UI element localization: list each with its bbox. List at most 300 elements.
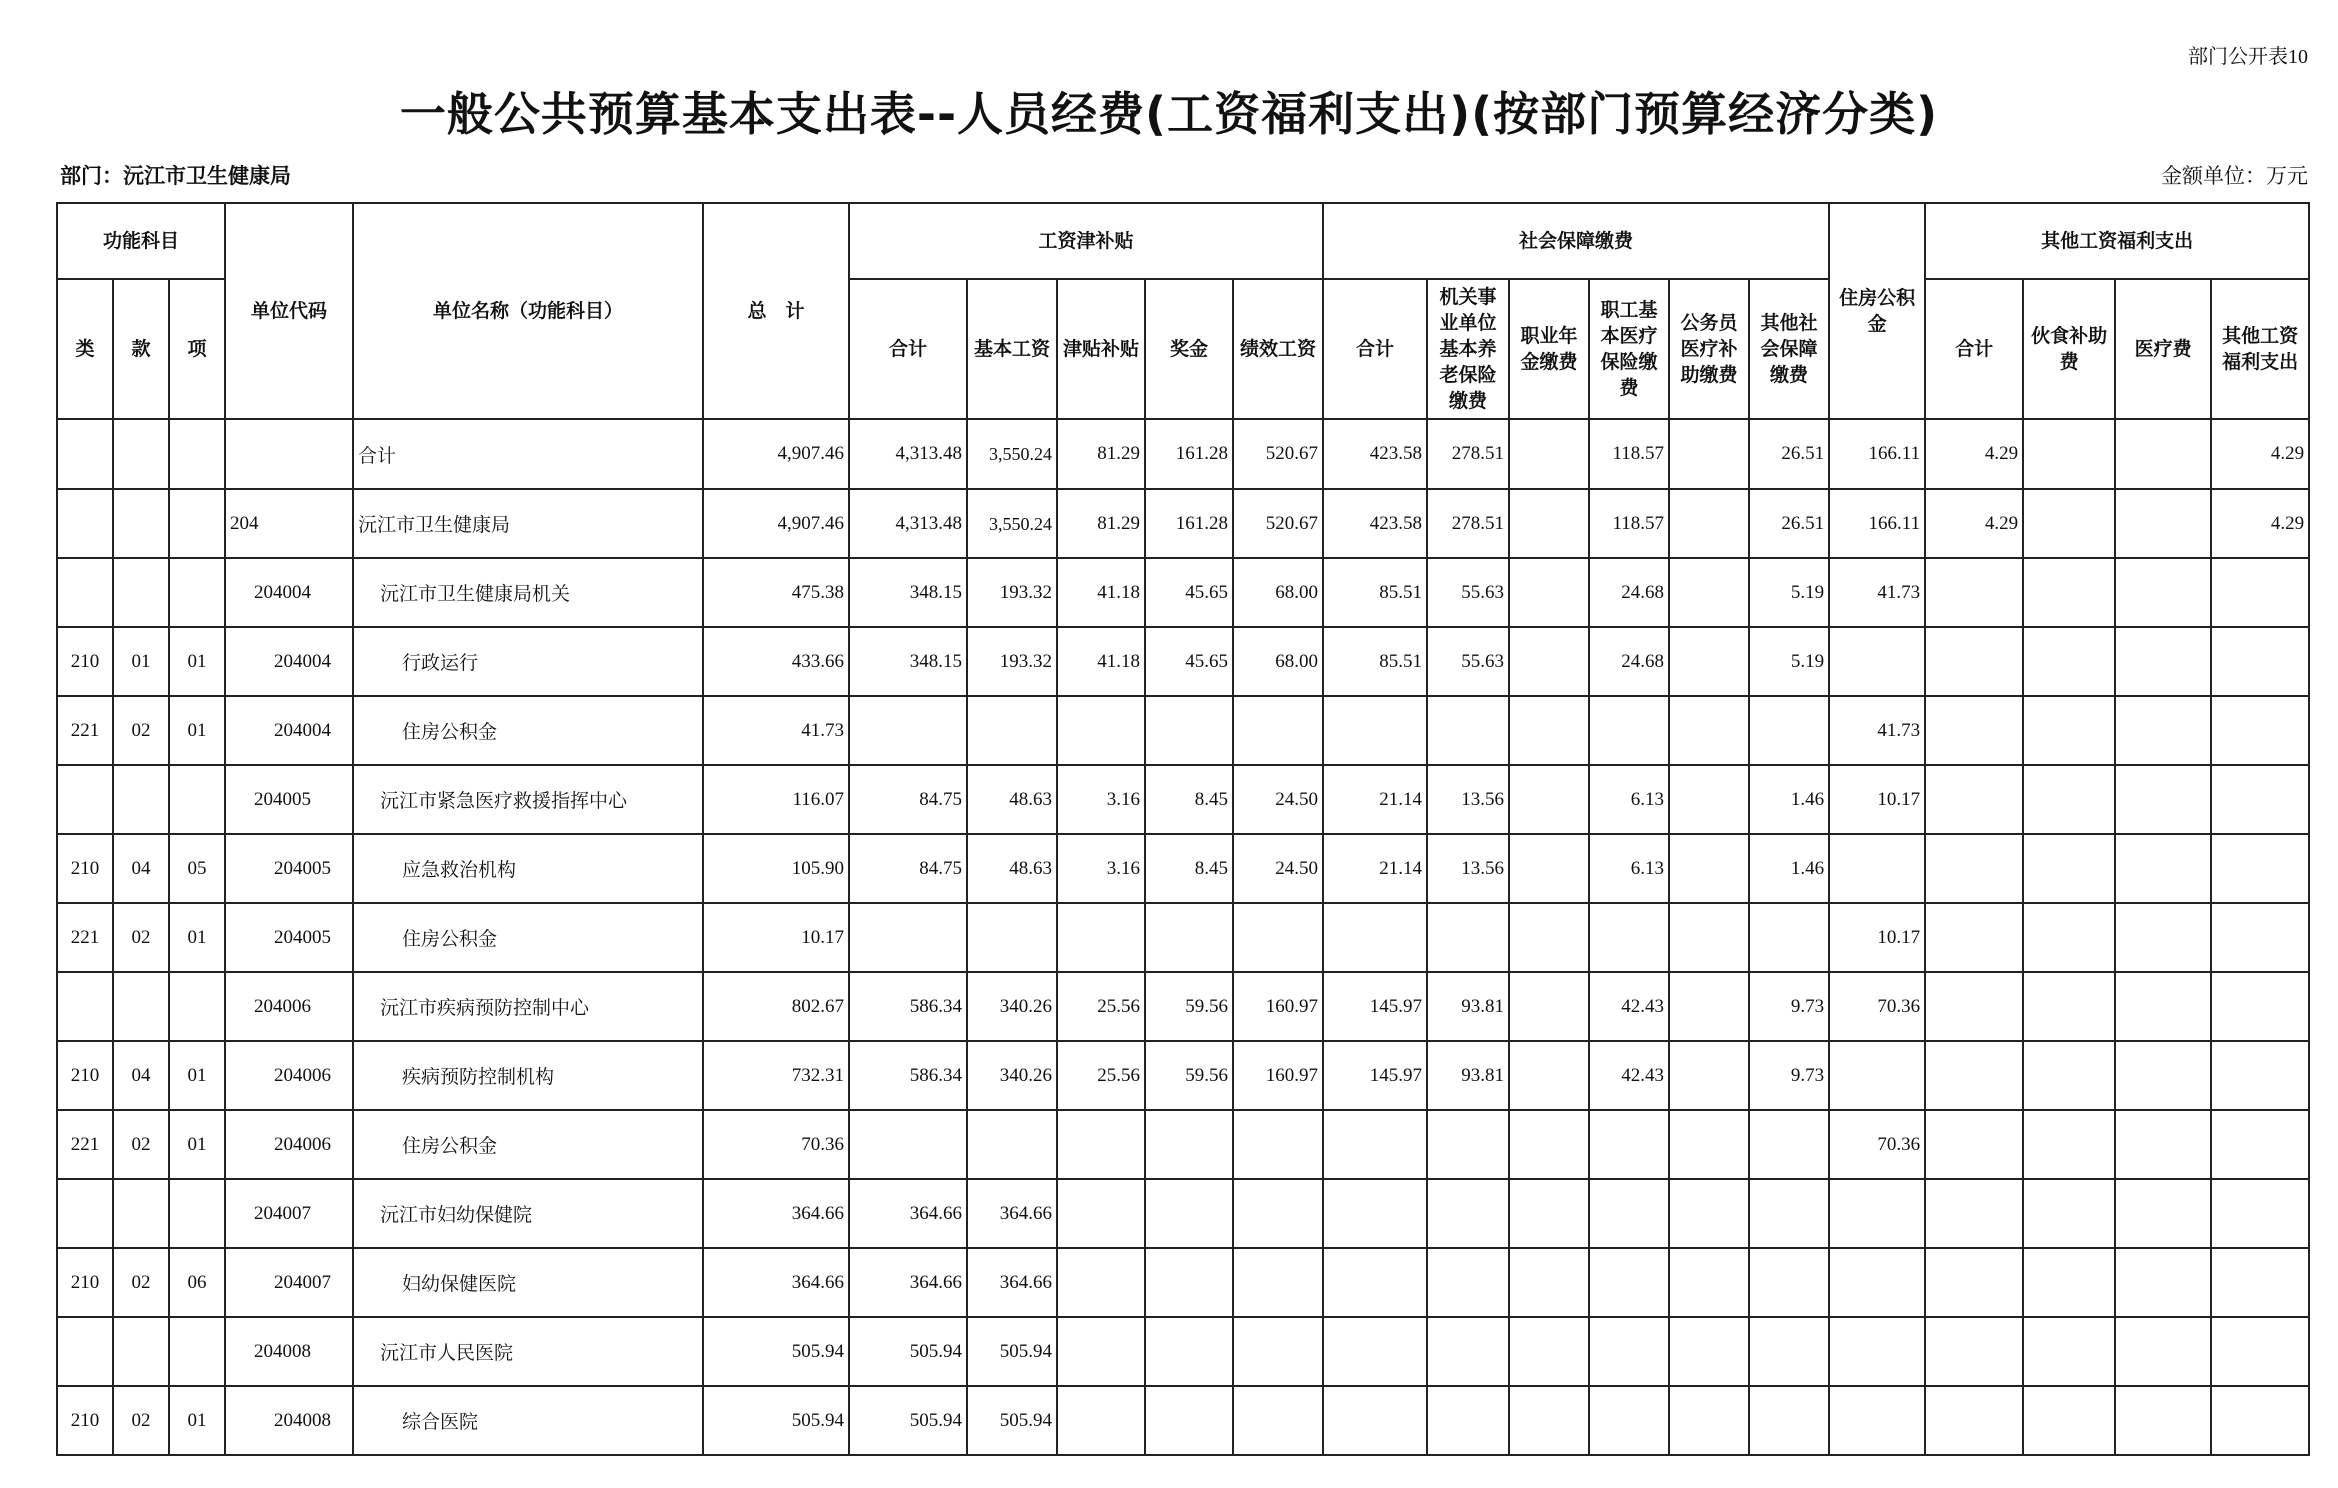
wage-sum-cell: 348.15: [849, 627, 967, 696]
lei-cell: [57, 1179, 113, 1248]
wage-sum-cell: 364.66: [849, 1179, 967, 1248]
total-cell: 41.73: [703, 696, 849, 765]
housing-cell: 166.11: [1829, 489, 1925, 558]
other-social-cell: 9.73: [1749, 1041, 1829, 1110]
other-social-header: 其他社会保障缴费: [1749, 279, 1829, 419]
medical-fee-header: 医疗费: [2115, 279, 2211, 419]
unit-code-cell: 204006: [225, 1041, 353, 1110]
medical-cell: [1589, 1386, 1669, 1455]
performance-cell: [1233, 1386, 1323, 1455]
other-welfare-cell: 4.29: [2211, 419, 2309, 489]
meal-cell: [2023, 1179, 2115, 1248]
housing-cell: 70.36: [1829, 1110, 1925, 1179]
social-sum-cell: [1323, 1386, 1427, 1455]
lei-cell: [57, 558, 113, 627]
other-welfare-cell: [2211, 1386, 2309, 1455]
other-welfare-cell: [2211, 765, 2309, 834]
lei-cell: 221: [57, 903, 113, 972]
unit-name-cell: 住房公积金: [353, 903, 703, 972]
other-sum-cell: [1925, 1179, 2023, 1248]
social-sum-cell: 21.14: [1323, 765, 1427, 834]
other-social-cell: 9.73: [1749, 972, 1829, 1041]
social-sum-cell: [1323, 1317, 1427, 1386]
medical-cell: [1589, 696, 1669, 765]
unit-name-cell: 沅江市疾病预防控制中心: [353, 972, 703, 1041]
civil-medical-cell: [1669, 903, 1749, 972]
annuity-cell: [1509, 627, 1589, 696]
bonus-cell: 161.28: [1145, 489, 1233, 558]
kuan-cell: 02: [113, 903, 169, 972]
other-welfare-cell: [2211, 1179, 2309, 1248]
civil-medical-cell: [1669, 834, 1749, 903]
other-sum-cell: [1925, 1248, 2023, 1317]
xiang-cell: [169, 558, 225, 627]
allowance-header: 津贴补贴: [1057, 279, 1145, 419]
meal-cell: [2023, 558, 2115, 627]
annuity-cell: [1509, 696, 1589, 765]
unit-code-cell: [225, 419, 353, 489]
basic-wage-cell: 340.26: [967, 972, 1057, 1041]
other-welfare-cell: [2211, 834, 2309, 903]
housing-cell: [1829, 1386, 1925, 1455]
civil-medical-cell: [1669, 1248, 1749, 1317]
meal-cell: [2023, 765, 2115, 834]
civil-medical-cell: [1669, 1179, 1749, 1248]
housing-cell: 10.17: [1829, 765, 1925, 834]
table-row: [57, 696, 2309, 765]
unit-code-header: 单位代码: [225, 203, 353, 419]
unit-code-cell: 204005: [225, 834, 353, 903]
kuan-cell: [113, 558, 169, 627]
annuity-cell: [1509, 972, 1589, 1041]
medical-fee-cell: [2115, 419, 2211, 489]
other-social-cell: [1749, 903, 1829, 972]
pension-cell: 55.63: [1427, 627, 1509, 696]
basic-wage-cell: 364.66: [967, 1179, 1057, 1248]
allowance-cell: 3.16: [1057, 834, 1145, 903]
other-sum-header: 合计: [1925, 279, 2023, 419]
unit-code-cell: 204006: [225, 972, 353, 1041]
other-welfare-cell: [2211, 1110, 2309, 1179]
civil-medical-cell: [1669, 1386, 1749, 1455]
allowance-cell: [1057, 696, 1145, 765]
other-social-cell: 1.46: [1749, 765, 1829, 834]
pension-cell: [1427, 696, 1509, 765]
basic-wage-cell: 193.32: [967, 627, 1057, 696]
xiang-cell: 01: [169, 903, 225, 972]
total-cell: 105.90: [703, 834, 849, 903]
other-social-cell: [1749, 1248, 1829, 1317]
pension-cell: 13.56: [1427, 834, 1509, 903]
corner-note: 部门公开表10: [2188, 46, 2308, 68]
other-welfare-cell: [2211, 903, 2309, 972]
basic-wage-cell: [967, 1110, 1057, 1179]
lei-cell: [57, 765, 113, 834]
other-sum-cell: [1925, 1386, 2023, 1455]
medical-fee-cell: [2115, 1386, 2211, 1455]
medical-cell: 42.43: [1589, 1041, 1669, 1110]
housing-cell: [1829, 1179, 1925, 1248]
unit-name-cell: 沅江市卫生健康局机关: [353, 558, 703, 627]
other-sum-cell: [1925, 1317, 2023, 1386]
medical-cell: [1589, 1317, 1669, 1386]
total-cell: 116.07: [703, 765, 849, 834]
unit-code-cell: 204006: [225, 1110, 353, 1179]
xiang-cell: [169, 1179, 225, 1248]
social-sum-cell: [1323, 903, 1427, 972]
meal-cell: [2023, 1041, 2115, 1110]
unit-code-cell: 204005: [225, 903, 353, 972]
unit-code-cell: 204007: [225, 1248, 353, 1317]
performance-cell: 68.00: [1233, 627, 1323, 696]
annuity-cell: [1509, 489, 1589, 558]
civil-medical-cell: [1669, 972, 1749, 1041]
other-social-cell: [1749, 1179, 1829, 1248]
bonus-cell: [1145, 1248, 1233, 1317]
table-row: [57, 765, 2309, 834]
bonus-cell: 8.45: [1145, 834, 1233, 903]
housing-cell: [1829, 834, 1925, 903]
table-row: [57, 1386, 2309, 1455]
unit-code-cell: 204004: [225, 627, 353, 696]
bonus-cell: [1145, 1179, 1233, 1248]
unit-name-cell: 住房公积金: [353, 1110, 703, 1179]
performance-cell: 24.50: [1233, 834, 1323, 903]
other-welfare-cell: [2211, 696, 2309, 765]
xiang-header: 项: [169, 279, 225, 419]
meal-cell: [2023, 1248, 2115, 1317]
allowance-cell: 81.29: [1057, 419, 1145, 489]
housing-cell: 10.17: [1829, 903, 1925, 972]
other-social-cell: [1749, 1386, 1829, 1455]
annuity-cell: [1509, 1317, 1589, 1386]
table-row: [57, 834, 2309, 903]
basic-wage-cell: 505.94: [967, 1317, 1057, 1386]
lei-cell: 210: [57, 1248, 113, 1317]
table-row: [57, 627, 2309, 696]
basic-wage-cell: 364.66: [967, 1248, 1057, 1317]
total-cell: 4,907.46: [703, 419, 849, 489]
xiang-cell: 05: [169, 834, 225, 903]
wage-sum-cell: 4,313.48: [849, 489, 967, 558]
kuan-cell: [113, 1179, 169, 1248]
other-sum-cell: [1925, 765, 2023, 834]
civil-medical-cell: [1669, 419, 1749, 489]
medical-header: 职工基本医疗保险缴费: [1589, 279, 1669, 419]
total-cell: 505.94: [703, 1317, 849, 1386]
performance-cell: [1233, 696, 1323, 765]
medical-fee-cell: [2115, 765, 2211, 834]
performance-cell: [1233, 1317, 1323, 1386]
meal-cell: [2023, 627, 2115, 696]
medical-cell: [1589, 1179, 1669, 1248]
housing-cell: [1829, 627, 1925, 696]
meal-cell: [2023, 1110, 2115, 1179]
bonus-cell: 161.28: [1145, 419, 1233, 489]
wage-sum-cell: 586.34: [849, 1041, 967, 1110]
allowance-cell: 3.16: [1057, 765, 1145, 834]
pension-cell: [1427, 1248, 1509, 1317]
medical-fee-cell: [2115, 558, 2211, 627]
wage-sum-cell: 364.66: [849, 1248, 967, 1317]
annuity-header: 职业年金缴费: [1509, 279, 1589, 419]
kuan-cell: [113, 1317, 169, 1386]
bonus-cell: 59.56: [1145, 1041, 1233, 1110]
meal-cell: [2023, 1386, 2115, 1455]
bonus-cell: [1145, 903, 1233, 972]
bonus-cell: [1145, 1317, 1233, 1386]
total-cell: 433.66: [703, 627, 849, 696]
pension-cell: 13.56: [1427, 765, 1509, 834]
xiang-cell: [169, 765, 225, 834]
lei-cell: [57, 1317, 113, 1386]
medical-fee-cell: [2115, 489, 2211, 558]
annuity-cell: [1509, 558, 1589, 627]
performance-cell: 24.50: [1233, 765, 1323, 834]
total-cell: 70.36: [703, 1110, 849, 1179]
allowance-cell: [1057, 1179, 1145, 1248]
unit-name-cell: 应急救治机构: [353, 834, 703, 903]
other-welfare-cell: [2211, 1041, 2309, 1110]
bonus-cell: [1145, 696, 1233, 765]
kuan-cell: [113, 765, 169, 834]
social-sum-cell: [1323, 696, 1427, 765]
performance-cell: [1233, 1248, 1323, 1317]
header-row-1: [57, 203, 2309, 279]
social-sum-cell: 85.51: [1323, 558, 1427, 627]
table-row: [57, 1110, 2309, 1179]
basic-wage-cell: [967, 696, 1057, 765]
pension-cell: 278.51: [1427, 489, 1509, 558]
social-sum-cell: 21.14: [1323, 834, 1427, 903]
total-cell: 732.31: [703, 1041, 849, 1110]
total-cell: 505.94: [703, 1386, 849, 1455]
wage-sum-cell: 505.94: [849, 1386, 967, 1455]
other-sum-cell: [1925, 558, 2023, 627]
medical-fee-cell: [2115, 1179, 2211, 1248]
unit-code-cell: 204008: [225, 1386, 353, 1455]
meal-cell: [2023, 1317, 2115, 1386]
xiang-cell: [169, 972, 225, 1041]
housing-cell: [1829, 1248, 1925, 1317]
other-group-header: 其他工资福利支出: [1925, 203, 2309, 279]
unit-name-cell: 住房公积金: [353, 696, 703, 765]
allowance-cell: 41.18: [1057, 627, 1145, 696]
other-social-cell: [1749, 696, 1829, 765]
total-header: 总 计: [703, 203, 849, 419]
total-cell: 802.67: [703, 972, 849, 1041]
wage-sum-cell: 84.75: [849, 834, 967, 903]
lei-cell: [57, 489, 113, 558]
lei-cell: 221: [57, 1110, 113, 1179]
wage-sum-cell: [849, 903, 967, 972]
wage-sum-cell: 586.34: [849, 972, 967, 1041]
pension-cell: [1427, 1386, 1509, 1455]
performance-cell: [1233, 903, 1323, 972]
kuan-cell: 01: [113, 627, 169, 696]
wage-sum-cell: [849, 696, 967, 765]
civil-medical-cell: [1669, 1317, 1749, 1386]
allowance-cell: 25.56: [1057, 972, 1145, 1041]
basic-wage-cell: 193.32: [967, 558, 1057, 627]
housing-header: 住房公积金: [1829, 203, 1925, 419]
unit-name-cell: 沅江市妇幼保健院: [353, 1179, 703, 1248]
department-label: 部门：沅江市卫生健康局: [60, 164, 291, 188]
unit-name-cell: 沅江市人民医院: [353, 1317, 703, 1386]
medical-fee-cell: [2115, 834, 2211, 903]
wage-group-header: 工资津补贴: [849, 203, 1323, 279]
xiang-cell: 06: [169, 1248, 225, 1317]
total-cell: 4,907.46: [703, 489, 849, 558]
unit-name-cell: 妇幼保健医院: [353, 1248, 703, 1317]
annuity-cell: [1509, 1110, 1589, 1179]
annuity-cell: [1509, 419, 1589, 489]
unit-code-cell: 204004: [225, 558, 353, 627]
social-sum-header: 合计: [1323, 279, 1427, 419]
lei-header: 类: [57, 279, 113, 419]
kuan-cell: [113, 419, 169, 489]
basic-wage-cell: [967, 903, 1057, 972]
xiang-cell: 01: [169, 1386, 225, 1455]
medical-cell: 42.43: [1589, 972, 1669, 1041]
other-sum-cell: [1925, 972, 2023, 1041]
unit-name-cell: 行政运行: [353, 627, 703, 696]
table-row: [57, 1179, 2309, 1248]
basic-wage-cell: 48.63: [967, 765, 1057, 834]
performance-cell: [1233, 1110, 1323, 1179]
meal-cell: [2023, 489, 2115, 558]
medical-cell: 118.57: [1589, 419, 1669, 489]
pension-cell: 55.63: [1427, 558, 1509, 627]
medical-fee-cell: [2115, 1317, 2211, 1386]
other-welfare-cell: [2211, 1248, 2309, 1317]
performance-cell: 520.67: [1233, 419, 1323, 489]
other-social-cell: [1749, 1110, 1829, 1179]
unit-name-header: 单位名称（功能科目）: [353, 203, 703, 419]
basic-wage-cell: 505.94: [967, 1386, 1057, 1455]
performance-cell: 160.97: [1233, 972, 1323, 1041]
civil-medical-cell: [1669, 627, 1749, 696]
medical-cell: 24.68: [1589, 627, 1669, 696]
civil-medical-cell: [1669, 696, 1749, 765]
pension-cell: 93.81: [1427, 972, 1509, 1041]
unit-name-cell: 沅江市卫生健康局: [353, 489, 703, 558]
unit-code-cell: 204008: [225, 1317, 353, 1386]
func-subject-header: 功能科目: [57, 203, 225, 279]
annuity-cell: [1509, 903, 1589, 972]
housing-cell: 41.73: [1829, 696, 1925, 765]
housing-cell: 166.11: [1829, 419, 1925, 489]
allowance-cell: [1057, 1110, 1145, 1179]
medical-fee-cell: [2115, 1110, 2211, 1179]
kuan-cell: [113, 972, 169, 1041]
other-sum-cell: [1925, 1041, 2023, 1110]
medical-cell: 118.57: [1589, 489, 1669, 558]
meal-cell: [2023, 419, 2115, 489]
wage-sum-cell: 348.15: [849, 558, 967, 627]
kuan-cell: [113, 489, 169, 558]
pension-cell: [1427, 1179, 1509, 1248]
social-sum-cell: 145.97: [1323, 1041, 1427, 1110]
medical-fee-cell: [2115, 1041, 2211, 1110]
allowance-cell: 25.56: [1057, 1041, 1145, 1110]
table-row: [57, 419, 2309, 489]
xiang-cell: 01: [169, 1041, 225, 1110]
total-cell: 364.66: [703, 1248, 849, 1317]
civil-medical-cell: [1669, 765, 1749, 834]
medical-cell: [1589, 1248, 1669, 1317]
allowance-cell: 81.29: [1057, 489, 1145, 558]
other-welfare-cell: [2211, 627, 2309, 696]
civil-medical-cell: [1669, 558, 1749, 627]
bonus-cell: [1145, 1386, 1233, 1455]
table-row: [57, 489, 2309, 558]
pension-cell: [1427, 1317, 1509, 1386]
allowance-cell: [1057, 1317, 1145, 1386]
lei-cell: 210: [57, 1386, 113, 1455]
other-sum-cell: [1925, 834, 2023, 903]
kuan-header: 款: [113, 279, 169, 419]
social-group-header: 社会保障缴费: [1323, 203, 1829, 279]
table-row: [57, 558, 2309, 627]
performance-cell: 68.00: [1233, 558, 1323, 627]
medical-fee-cell: [2115, 903, 2211, 972]
medical-cell: [1589, 903, 1669, 972]
table-row: [57, 1248, 2309, 1317]
medical-fee-cell: [2115, 1248, 2211, 1317]
lei-cell: 210: [57, 834, 113, 903]
total-cell: 475.38: [703, 558, 849, 627]
pension-header: 机关事业单位基本养老保险缴费: [1427, 279, 1509, 419]
allowance-cell: [1057, 1386, 1145, 1455]
bonus-cell: 45.65: [1145, 558, 1233, 627]
other-sum-cell: 4.29: [1925, 489, 2023, 558]
other-social-cell: 5.19: [1749, 558, 1829, 627]
civil-medical-header: 公务员医疗补助缴费: [1669, 279, 1749, 419]
unit-code-cell: 204007: [225, 1179, 353, 1248]
unit-name-cell: 合计: [353, 419, 703, 489]
lei-cell: 210: [57, 1041, 113, 1110]
medical-fee-cell: [2115, 972, 2211, 1041]
wage-sum-cell: 84.75: [849, 765, 967, 834]
performance-cell: [1233, 1179, 1323, 1248]
kuan-cell: 02: [113, 1248, 169, 1317]
amount-unit-label: 金额单位：万元: [2161, 164, 2308, 188]
social-sum-cell: 423.58: [1323, 489, 1427, 558]
table-row: [57, 1317, 2309, 1386]
kuan-cell: 02: [113, 1386, 169, 1455]
housing-cell: 41.73: [1829, 558, 1925, 627]
other-sum-cell: [1925, 696, 2023, 765]
other-welfare-cell: 4.29: [2211, 489, 2309, 558]
other-social-cell: [1749, 1317, 1829, 1386]
social-sum-cell: 85.51: [1323, 627, 1427, 696]
kuan-cell: 04: [113, 834, 169, 903]
lei-cell: [57, 972, 113, 1041]
pension-cell: [1427, 1110, 1509, 1179]
pension-cell: 278.51: [1427, 419, 1509, 489]
social-sum-cell: 145.97: [1323, 972, 1427, 1041]
unit-name-cell: 综合医院: [353, 1386, 703, 1455]
xiang-cell: 01: [169, 696, 225, 765]
civil-medical-cell: [1669, 1110, 1749, 1179]
other-sum-cell: [1925, 903, 2023, 972]
allowance-cell: [1057, 1248, 1145, 1317]
wage-sum-cell: 4,313.48: [849, 419, 967, 489]
social-sum-cell: 423.58: [1323, 419, 1427, 489]
xiang-cell: [169, 1317, 225, 1386]
medical-fee-cell: [2115, 696, 2211, 765]
